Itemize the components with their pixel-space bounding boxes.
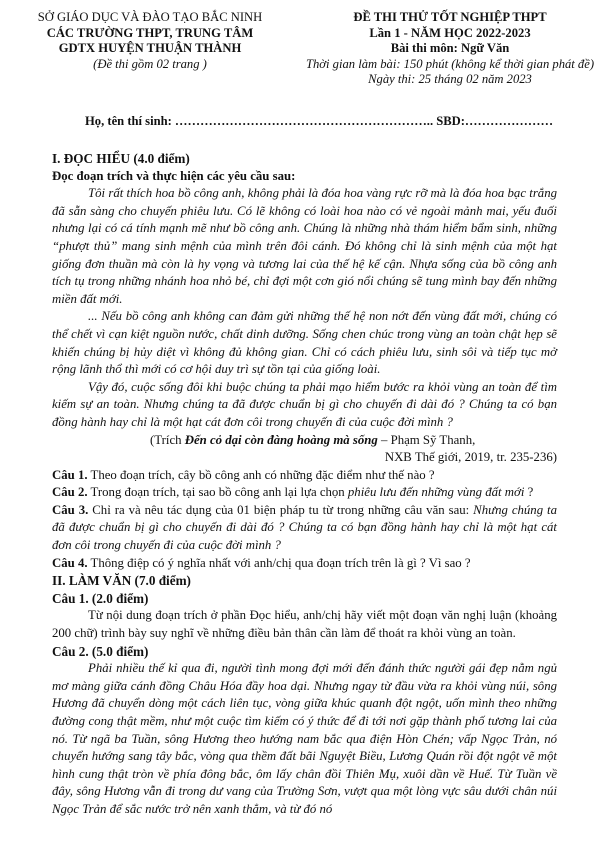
- header-left: [0, 10, 300, 72]
- reading-instruction: Đọc đoạn trích và thực hiện các yêu cầu sau:: [52, 168, 296, 183]
- section-heading-writing: II. LÀM VĂN (7.0 điểm): [52, 573, 191, 589]
- question-quote: Nhưng chúng ta đã được chuẩn bị gì cho chuyến đi dài đó ? Chúng ta có bạn đồng hành hay chỉ là một hạt cát đơn côi trong chuyến đi của cuộc đời mình ?: [52, 502, 557, 553]
- exam-date: Ngày thi: 25 tháng 02 năm 2023: [368, 72, 532, 86]
- writing-question-1-text: Từ nội dung đoạn trích ở phần Đọc hiểu, anh/chị hãy viết một đoạn văn nghị luận (khoảng 200 chữ) trình bày suy nghĩ về những điều bản thân cần làm để thoát ra khỏi vùng an toàn.: [52, 608, 557, 641]
- exam-body: [52, 150, 557, 819]
- citation-prefix: (Trích: [150, 432, 185, 447]
- citation-author: – Phạm Sỹ Thanh,: [377, 432, 476, 447]
- question-text: Chỉ ra và nêu tác dụng của 01 biện pháp tu từ trong những câu văn sau:: [88, 502, 474, 517]
- page-count-note: (Đề thi gồm 02 trang ): [93, 56, 207, 71]
- section-heading-reading: I. ĐỌC HIỂU (4.0 điểm): [52, 151, 190, 166]
- passage-paragraph: Vậy đó, cuộc sống đôi khi buộc chúng ta phải mạo hiểm bước ra khỏi vùng an toàn để tìm kiếm sự an toàn. Nhưng chúng ta đã được chuẩn bị gì cho chuyến đi dài đó ? Chúng ta có bạn đồng hành hay chỉ là một hạt cát đơn côi trong chuyến đi của cuộc đời mình ?: [52, 379, 557, 429]
- question-label: Câu 2.: [52, 485, 88, 500]
- passage-paragraph: ... Nếu bồ công anh không can đảm gửi những thế hệ non nớt đến vùng đất mới, chúng có thể chết vì cạn kiệt nguồn nước, chất dinh dưỡng. Sống chen chúc trong vùng an toàn chật hẹp sẽ khiến chúng bị hủy diệt vì không đủ không gian. Chỉ có cách phiêu lưu, sinh sôi và tiếp tục mở rộng lãnh thổ thì mới có cơ hội duy trì sự tồn tại của giống loài.: [52, 309, 557, 377]
- question-label: Câu 4.: [52, 555, 88, 570]
- question-text: Theo đoạn trích, cây bồ công anh có những đặc điểm như thế nào ?: [87, 467, 435, 482]
- question-quote: phiêu lưu đến những vùng đất mới: [347, 485, 525, 500]
- writing-question-2-heading: Câu 2. (5.0 điểm): [52, 643, 149, 659]
- citation-publisher: NXB Thế giới, 2019, tr. 235-236): [384, 450, 557, 465]
- exam-session: Lần 1 - NĂM HỌC 2022-2023: [369, 25, 531, 40]
- question-label: Câu 1.: [52, 467, 88, 482]
- citation-title: Đến cỏ dại còn đàng hoàng mà sống: [184, 432, 378, 447]
- writing-question-2-passage: Phải nhiều thế kỉ qua đi, người tình mong đợi mới đến đánh thức người gái đẹp nằm ngủ mơ màng giữa cánh đồng Châu Hóa đầy hoa dại. Nhưng ngay từ đầu vừa ra khỏi vùng núi, sông Hương đã chuyển dòng một cách liên tục, vòng giữa khúc quanh đột ngột, uốn mình theo những đường cong thật mềm, như một cuộc tìm kiếm có ý thức để đi tới nơi gặp thành phố tương lai của nó. Từ ngã ba Tuần, sông Hương theo hướng nam bắc qua điện Hòn Chén; vấp Ngọc Trản, nó chuyển hướng sang tây bắc, vòng qua thềm đất bãi Nguyệt Biều, Lương Quán rồi đột ngột vẽ một hình cung thật tròn về phía đông bắc, ôm lấy chân đồi Thiên Mụ, xuôi dần về Huế. Từ Tuần về đây, sông Hương vẫn đi trong dư vang của Trường Sơn, vượt qua một lòng vực sâu dưới chân núi Ngọc Trản để sắc nước trở nên xanh thẳm, và từ đó nó: [52, 661, 557, 816]
- citation-line: [52, 432, 557, 450]
- passage-paragraph: Tôi rất thích hoa bồ công anh, không phải là đóa hoa vàng rực rỡ mà là đóa hoa bạc trắng đã sẵn sàng cho chuyến phiêu lưu. Có lẽ không có loài hoa nào có vẻ ngoài mảnh mai, yếu đuối nhưng lại có cá tính mạnh mẽ như bồ công anh. Chúng là những nhà thám hiểm bẩm sinh, những “phượt thủ” mang sinh mệnh của mình trên đôi cánh. Đó không chỉ là sinh mệnh của một hạt giống đơn thuần mà còn là hy vọng và tương lai của thế hệ kế cận. Nhựa sống của bồ công anh tích tụ trong những nhánh hoa nhỏ bé, chỉ đợi một cơn gió nổi chúng sẽ tung mình bay đến những miền đất mới.: [52, 186, 557, 306]
- question-3: [52, 502, 557, 555]
- exam-subject: Bài thi môn: Ngữ Văn: [390, 41, 510, 55]
- exam-duration: Thời gian làm bài: 150 phút (không kể thời gian phát đề): [305, 56, 595, 71]
- department-name: SỞ GIÁO DỤC VÀ ĐÀO TẠO BẮC NINH: [37, 10, 263, 24]
- question-tail: ?: [524, 485, 534, 500]
- question-1: [52, 467, 557, 485]
- question-4: [52, 555, 557, 573]
- question-label: Câu 3.: [52, 502, 89, 517]
- question-text: Thông điệp có ý nghĩa nhất với anh/chị qua đoạn trích trên là gì ? Vì sao ?: [87, 555, 471, 570]
- exam-title: ĐỀ THI THỬ TỐT NGHIỆP THPT: [353, 10, 547, 24]
- question-2: [52, 484, 557, 502]
- school-name-line1: CÁC TRƯỜNG THPT, TRUNG TÂM: [46, 25, 254, 40]
- school-name-line2: GDTX HUYỆN THUẬN THÀNH: [58, 41, 242, 55]
- writing-question-1-heading: Câu 1. (2.0 điểm): [52, 590, 149, 606]
- header-right: [300, 10, 600, 88]
- candidate-info-line: Họ, tên thí sinh: …………………………………………………….. SBD:…………………: [85, 114, 554, 128]
- question-text: Trong đoạn trích, tại sao bồ công anh lại lựa chọn: [87, 485, 348, 500]
